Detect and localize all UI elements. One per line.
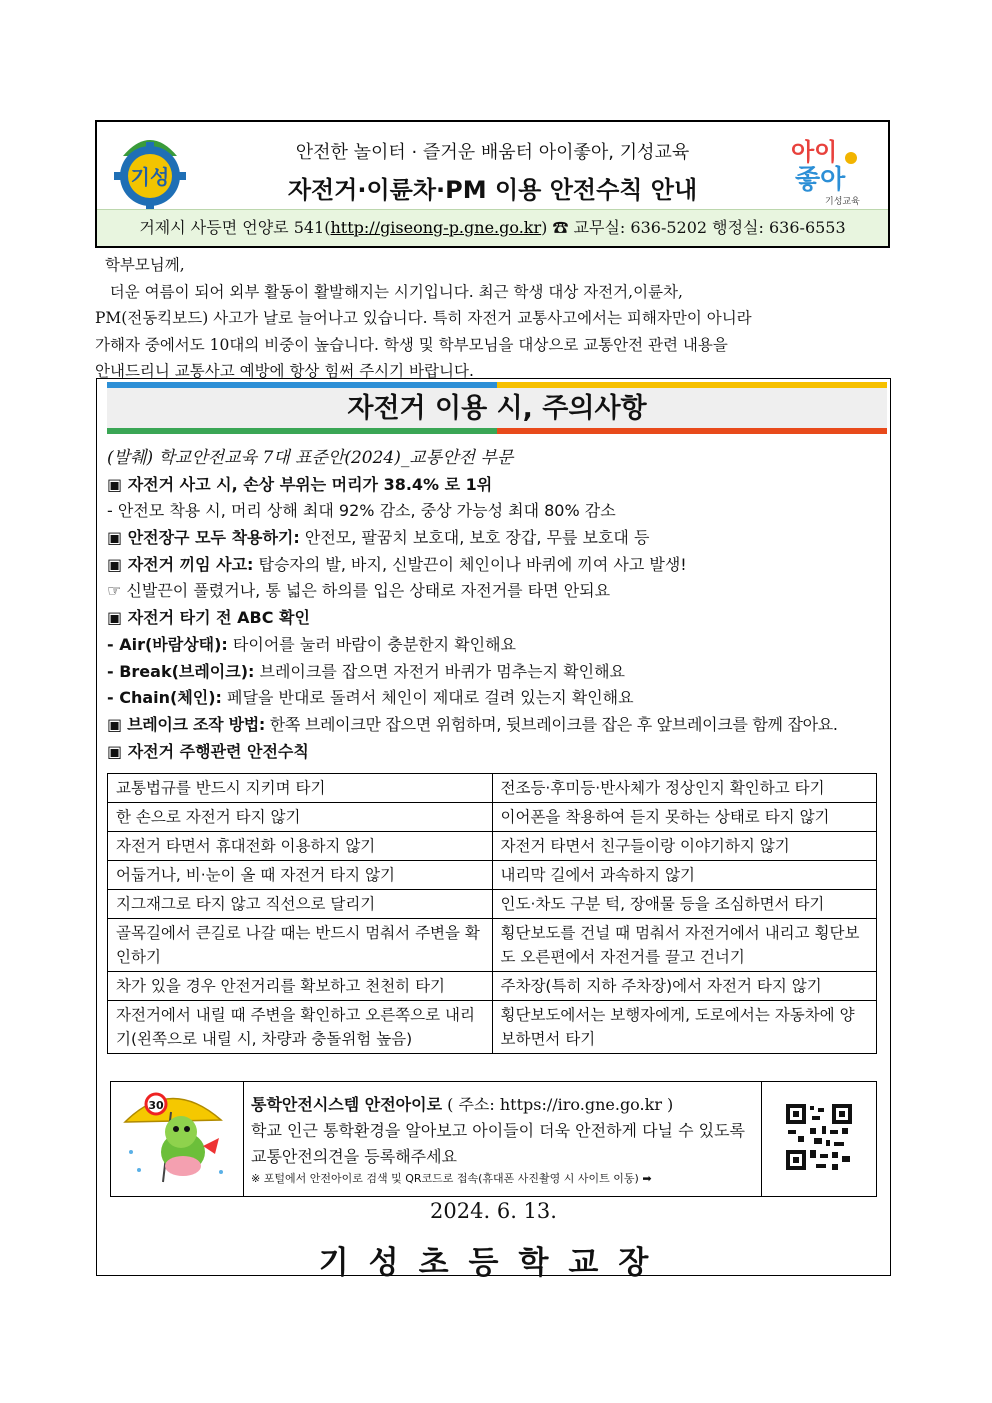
table-row — [108, 832, 877, 861]
safety-point — [107, 498, 887, 525]
table-row — [108, 803, 877, 832]
point-heading: ▣ 자전거 사고 시, 손상 부위는 머리가 38.4% 로 1위 — [107, 474, 493, 494]
phone-contacts: ) ☎ 교무실: 636-5202 행정실: 636-6553 — [541, 218, 846, 237]
point-text: 한쪽 브레이크만 잡으면 위험하며, 뒷브레이크를 잡은 후 앞브레이크를 함께 잡아요. — [264, 714, 838, 734]
brand-logo-icon — [785, 130, 867, 210]
point-text: 안전모, 팔꿈치 보호대, 보호 장갑, 무릎 보호대 등 — [299, 528, 650, 548]
point-heading: - Break(브레이크): — [107, 661, 255, 681]
safety-point — [107, 659, 887, 686]
table-row — [108, 861, 877, 890]
safety-point — [107, 685, 887, 712]
school-website-link[interactable]: http://giseong-p.gne.go.kr — [330, 218, 542, 237]
brand-logo-text-top: 아이 — [791, 138, 838, 166]
table-cell: 주차장(특히 지하 주차장)에서 자전거 타지 않기 — [492, 972, 877, 1001]
turtle-mascot-icon — [111, 1082, 244, 1196]
riding-rules-table — [107, 773, 877, 1054]
iro-text — [251, 1092, 761, 1188]
table-cell: 자전거에서 내릴 때 주변을 확인하고 오른쪽으로 내리기(왼쪽으로 내릴 시, 차량과 충돌위험 높음) — [108, 1001, 493, 1054]
brand-logo-text-bottom: 좋아 — [795, 165, 846, 195]
principal-signature: 기성초등학교장 — [318, 1245, 669, 1281]
safety-point — [107, 578, 887, 605]
section-title: 자전거 이용 시, 주의사항 — [107, 388, 887, 428]
intro-line: 가해자 중에서도 10대의 비중이 높습니다. 학생 및 학부모님을 대상으로 교통안전 관련 내용을 — [95, 335, 728, 354]
safety-point — [107, 605, 887, 632]
point-heading: ▣ 안전장구 모두 착용하기: — [107, 528, 300, 548]
point-heading: - Chain(체인): — [107, 688, 222, 708]
safety-point — [107, 632, 887, 659]
table-row — [108, 1001, 877, 1054]
table-cell: 이어폰을 착용하여 듣지 못하는 상태로 타지 않기 — [492, 803, 877, 832]
table-row — [108, 774, 877, 803]
intro-line: 더운 여름이 되어 외부 활동이 활발해지는 시기입니다. 최근 학생 대상 자전거,이륜차, — [95, 282, 683, 301]
qr-code-icon[interactable] — [761, 1082, 876, 1196]
point-text: ☞ 신발끈이 풀렸거나, 통 넓은 하의를 입은 상태로 자전거를 타면 안되요 — [107, 581, 611, 601]
table-row — [108, 890, 877, 919]
point-text: 페달을 반대로 돌려서 체인이 제대로 걸려 있는지 확인해요 — [221, 688, 634, 708]
intro-line: PM(전동킥보드) 사고가 날로 늘어나고 있습니다. 특히 자전거 교통사고에서는 피해자만이 아니라 — [95, 309, 752, 327]
table-cell: 한 손으로 자전거 타지 않기 — [108, 803, 493, 832]
table-cell: 골목길에서 큰길로 나갈 때는 반드시 멈춰서 주변을 확인하기 — [108, 919, 493, 972]
safety-point — [107, 552, 887, 579]
table-cell: 차가 있을 경우 안전거리를 확보하고 천천히 타기 — [108, 972, 493, 1001]
source-note: (발췌) 학교안전교육 7대 표준안(2024)_교통안전 부문 — [107, 448, 514, 468]
table-cell: 인도·차도 구분 턱, 장애물 등을 조심하면서 타기 — [492, 890, 877, 919]
page-title: 자전거·이륜차·PM 이용 안전수칙 안내 — [287, 176, 698, 204]
table-cell: 횡단보도를 건널 때 멈춰서 자전거에서 내리고 횡단보도 오른편에서 자전거를 끌고 건너기 — [492, 919, 877, 972]
point-text: 탑승자의 발, 바지, 신발끈이 체인이나 바퀴에 끼여 사고 발생! — [253, 554, 687, 574]
safety-point — [107, 472, 887, 499]
point-heading: ▣ 자전거 타기 전 ABC 확인 — [107, 608, 310, 628]
table-row — [108, 972, 877, 1001]
point-heading: ▣ 자전거 끼임 사고: — [107, 554, 254, 574]
table-cell: 지그재그로 타지 않고 직선으로 달리기 — [108, 890, 493, 919]
slogan: 안전한 놀이터 · 즐거운 배움터 아이좋아, 기성교육 — [295, 142, 690, 163]
table-cell: 교통법규를 반드시 지키며 타기 — [108, 774, 493, 803]
address: 거제시 사등면 언양로 541( — [139, 218, 331, 237]
point-text: 타이어를 눌러 바람이 충분한지 확인해요 — [227, 634, 517, 654]
table-row — [108, 919, 877, 972]
letterhead — [95, 120, 890, 248]
table-cell: 전조등·후미등·반사체가 정상인지 확인하고 타기 — [492, 774, 877, 803]
intro-line: 안내드리니 교통사고 예방에 항상 힘써 주시기 바랍니다. — [95, 362, 474, 380]
issue-date: 2024. 6. 13. — [430, 1199, 557, 1223]
iro-title: 통학안전시스템 안전아이로 — [251, 1095, 443, 1114]
point-heading: - Air(바람상태): — [107, 634, 228, 654]
point-text: 브레이크를 잡으면 자전거 바퀴가 멈추는지 확인해요 — [254, 661, 625, 681]
table-cell: 어둡거나, 비·눈이 올 때 자전거 타지 않기 — [108, 861, 493, 890]
table-cell: 자전거 타면서 친구들이랑 이야기하지 않기 — [492, 832, 877, 861]
school-logo-text: 기성 — [130, 165, 170, 189]
brand-logo-caption: 기성교육 — [825, 197, 860, 207]
safety-points — [107, 445, 887, 765]
point-heading: ▣ 브레이크 조작 방법: — [107, 714, 265, 734]
iro-info-box — [110, 1081, 877, 1197]
iro-url[interactable]: ( 주소: https://iro.gne.go.kr ) — [442, 1095, 674, 1114]
safety-point — [107, 712, 887, 739]
point-heading: ▣ 자전거 주행관련 안전수칙 — [107, 741, 309, 761]
table-cell: 자전거 타면서 휴대전화 이용하지 않기 — [108, 832, 493, 861]
intro-letter — [95, 252, 895, 385]
table-cell: 횡단보도에서는 보행자에게, 도로에서는 자동차에 양보하면서 타기 — [492, 1001, 877, 1054]
notice-box — [96, 378, 891, 1281]
safety-point — [107, 525, 887, 552]
section-title-banner — [107, 382, 887, 434]
speed-sign-number: 30 — [148, 1099, 164, 1112]
intro-line: 학부모님께, — [95, 256, 185, 274]
table-cell: 내리막 길에서 과속하지 않기 — [492, 861, 877, 890]
point-text: - 안전모 착용 시, 머리 상해 최대 92% 감소, 중상 가능성 최대 80% 감소 — [107, 501, 616, 521]
contact-bar — [97, 209, 888, 246]
iro-access-note: ※ 포털에서 안전아이로 검색 및 QR코드로 접속(휴대폰 사진촬영 시 사이트 이동) ➡ — [251, 1172, 652, 1185]
iro-description: 학교 인근 통학환경을 알아보고 아이들이 더욱 안전하게 다닐 수 있도록 교통안전의견을 등록해주세요 — [251, 1121, 745, 1166]
safety-point — [107, 739, 887, 766]
